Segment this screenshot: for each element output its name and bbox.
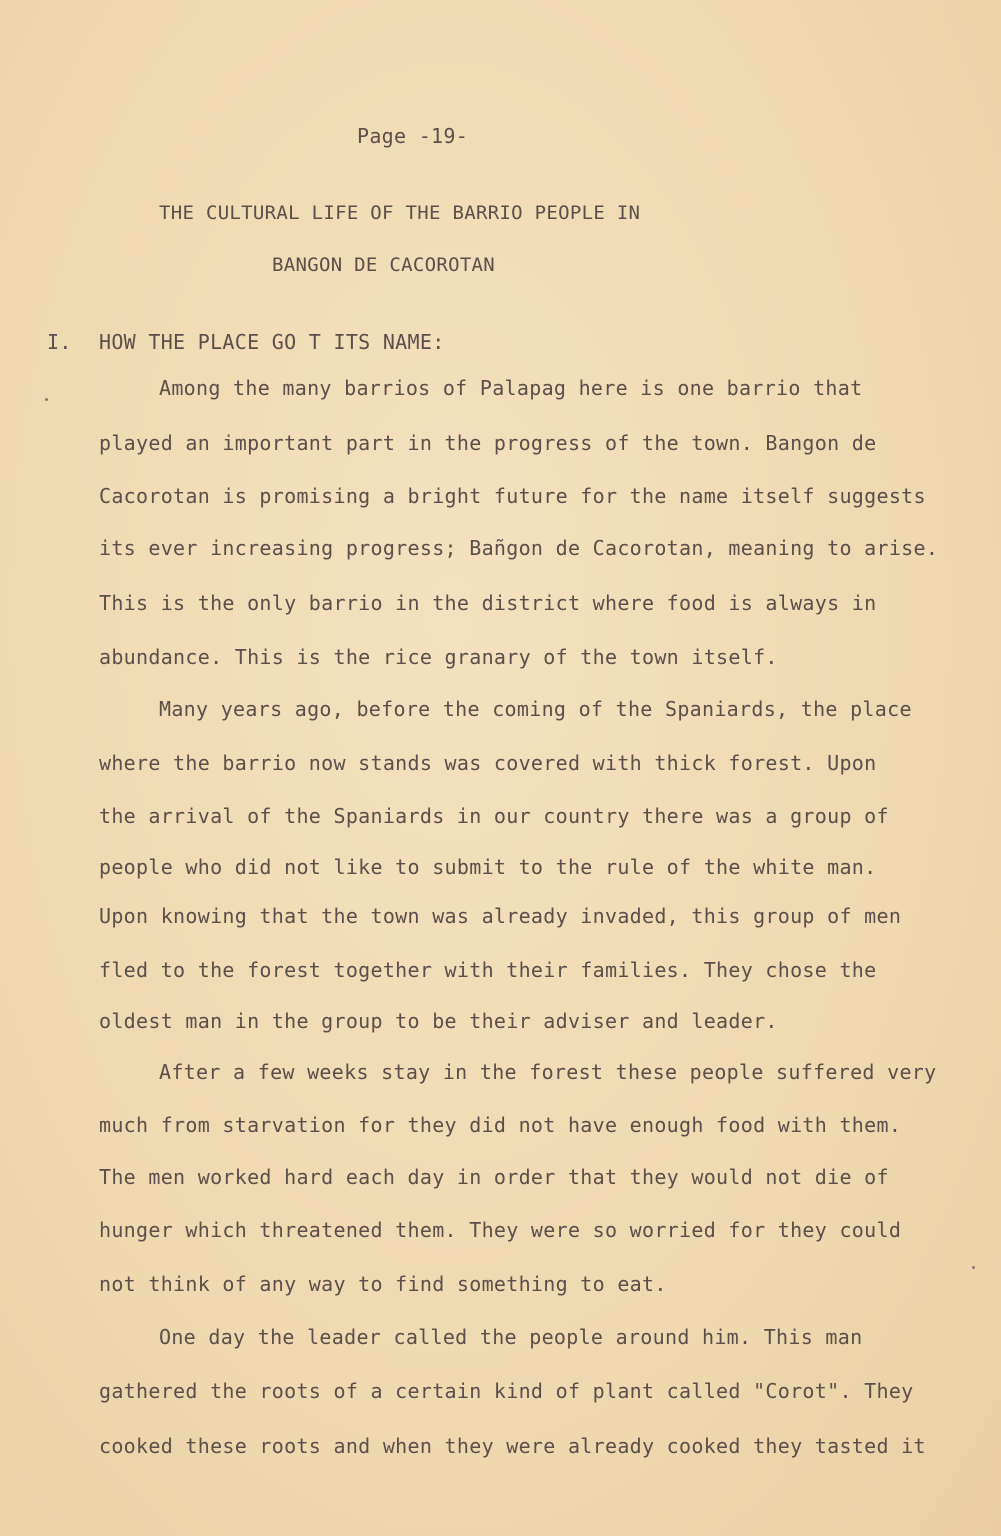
paragraph-line: not think of any way to find something to eat. — [99, 1272, 667, 1296]
paragraph-line: abundance. This is the rice granary of the town itself. — [99, 645, 778, 669]
page-number: Page -19- — [357, 124, 469, 148]
paragraph-line: hunger which threatened them. They were so worried for they could — [99, 1218, 902, 1242]
paragraph-line: people who did not like to submit to the rule of the white man. — [99, 855, 877, 879]
paragraph-line: where the barrio now stands was covered with thick forest. Upon — [99, 751, 877, 775]
paragraph-line: much from starvation for they did not have enough food with them. — [99, 1113, 902, 1137]
paragraph-line: played an important part in the progress of the town. Bangon de — [99, 431, 877, 455]
paragraph-line: One day the leader called the people around him. This man — [159, 1325, 863, 1349]
document-title-line-1: THE CULTURAL LIFE OF THE BARRIO PEOPLE IN — [159, 202, 641, 224]
paragraph-line: Among the many barrios of Palapag here is one barrio that — [159, 376, 863, 400]
document-title-line-2: BANGON DE CACOROTAN — [272, 254, 496, 276]
paragraph-line: This is the only barrio in the district where food is always in — [99, 591, 877, 615]
paper-speck — [45, 398, 48, 401]
paragraph-line: cooked these roots and when they were already cooked they tasted it — [99, 1434, 926, 1458]
paragraph-line: fled to the forest together with their families. They chose the — [99, 958, 877, 982]
paragraph-line: its ever increasing progress; Bañgon de Cacorotan, meaning to arise. — [99, 536, 939, 560]
paragraph-line: Upon knowing that the town was already invaded, this group of men — [99, 904, 902, 928]
paper-speck — [972, 1266, 975, 1269]
paragraph-line: oldest man in the group to be their adviser and leader. — [99, 1009, 778, 1033]
paragraph-line: The men worked hard each day in order that they would not die of — [99, 1165, 889, 1189]
paragraph-line: the arrival of the Spaniards in our country there was a group of — [99, 804, 889, 828]
section-number: I. — [47, 330, 72, 354]
paragraph-line: Many years ago, before the coming of the Spaniards, the place — [159, 697, 912, 721]
paragraph-line: gathered the roots of a certain kind of plant called "Corot". They — [99, 1379, 914, 1403]
section-heading: HOW THE PLACE GO T ITS NAME: — [99, 330, 445, 354]
paragraph-line: Cacorotan is promising a bright future for the name itself suggests — [99, 484, 926, 508]
paragraph-line: After a few weeks stay in the forest these people suffered very — [159, 1060, 937, 1084]
